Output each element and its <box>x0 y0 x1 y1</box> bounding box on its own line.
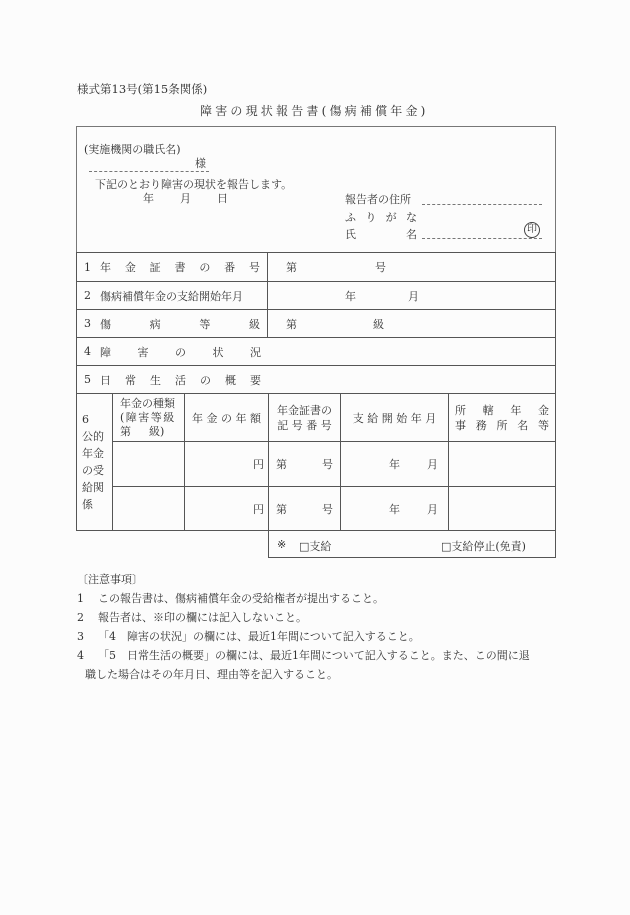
recipient-label: (実施機関の職氏名) <box>84 143 181 156</box>
header-annual-amount: 年 金 の 年 額 <box>185 394 269 442</box>
row-3-label: 3 傷 病 等 級 <box>77 310 268 338</box>
row-2-label: 2 傷病補償年金の支給開始年月 <box>77 282 268 310</box>
pension-cert-number-field[interactable]: 第 号 <box>268 253 556 282</box>
note-item: 2 報告者は、※印の欄には記入しないこと。 <box>77 611 307 624</box>
date-year: 年 <box>143 192 154 205</box>
pension-row <box>77 487 556 531</box>
section-6-label: 6 公的 年金 の受 給関 係 <box>77 394 113 531</box>
header-start-date: 支 給 開 始 年 月 <box>341 394 449 442</box>
office-field[interactable] <box>449 487 556 531</box>
start-date-field[interactable]: 年 月 <box>341 487 449 531</box>
recipient-field[interactable] <box>89 171 209 172</box>
seal-icon: 印 <box>524 222 540 238</box>
page-title: 障害の現状報告書(傷病補償年金) <box>200 104 429 118</box>
pension-type-field[interactable] <box>113 487 185 531</box>
statement: 下記のとおり障害の現状を報告します。 <box>95 178 293 191</box>
payment-checkbox[interactable]: □支給 <box>299 540 332 553</box>
header-box <box>76 126 556 252</box>
reporter-address-label: 報告者の住所 <box>345 193 411 206</box>
note-item: 4 「5 日常生活の概要」の欄には、最近1年間について記入すること。また、この間に退 <box>77 649 530 662</box>
start-date-field[interactable]: 年 月 <box>268 282 556 310</box>
form-number: 様式第13号(第15条関係) <box>77 82 208 96</box>
recipient-suffix: 様 <box>195 157 206 170</box>
note-item: 3 「4 障害の状況」の欄には、最近1年間について記入すること。 <box>77 630 420 643</box>
cert-number-field[interactable]: 第 号 <box>269 442 341 487</box>
row-5-daily-life[interactable]: 5 日 常 生 活 の 概 要 <box>77 366 556 394</box>
cert-number-field[interactable]: 第 号 <box>269 487 341 531</box>
annual-amount-field[interactable]: 円 <box>185 487 269 531</box>
office-field[interactable] <box>449 442 556 487</box>
header-pension-type: 年金の種類 (障害等級 第 級) <box>113 394 185 442</box>
pension-row <box>77 442 556 487</box>
pension-table <box>76 393 556 531</box>
row-4-disability-status[interactable]: 4 障 害 の 状 況 <box>77 338 556 366</box>
annual-amount-field[interactable]: 円 <box>185 442 269 487</box>
row-1-label: 1 年 金 証 書 の 番 号 <box>77 253 268 282</box>
pension-type-field[interactable] <box>113 442 185 487</box>
notes-heading: 〔注意事項〕 <box>77 573 143 586</box>
start-date-field[interactable]: 年 月 <box>341 442 449 487</box>
office-use-mark: ※ <box>277 538 287 551</box>
header-cert-number: 年金証書の 記 号 番 号 <box>269 394 341 442</box>
reporter-address-field[interactable] <box>422 204 542 205</box>
furigana-label: ふ り が な <box>345 211 417 224</box>
info-table <box>76 252 556 394</box>
payment-suspended-checkbox[interactable]: □支給停止(免責) <box>441 540 526 553</box>
name-label: 氏 名 <box>345 228 417 241</box>
name-field[interactable] <box>422 238 542 239</box>
note-item: 1 この報告書は、傷病補償年金の受給権者が提出すること。 <box>77 592 384 605</box>
note-item-continued: 職した場合はその年月日、理由等を記入すること。 <box>85 668 338 681</box>
date-month: 月 <box>180 192 191 205</box>
header-office: 所 轄 年 金 事 務 所 名 等 <box>449 394 556 442</box>
office-use-box <box>268 530 556 558</box>
injury-grade-field[interactable]: 第 級 <box>268 310 556 338</box>
date-day: 日 <box>217 192 228 205</box>
